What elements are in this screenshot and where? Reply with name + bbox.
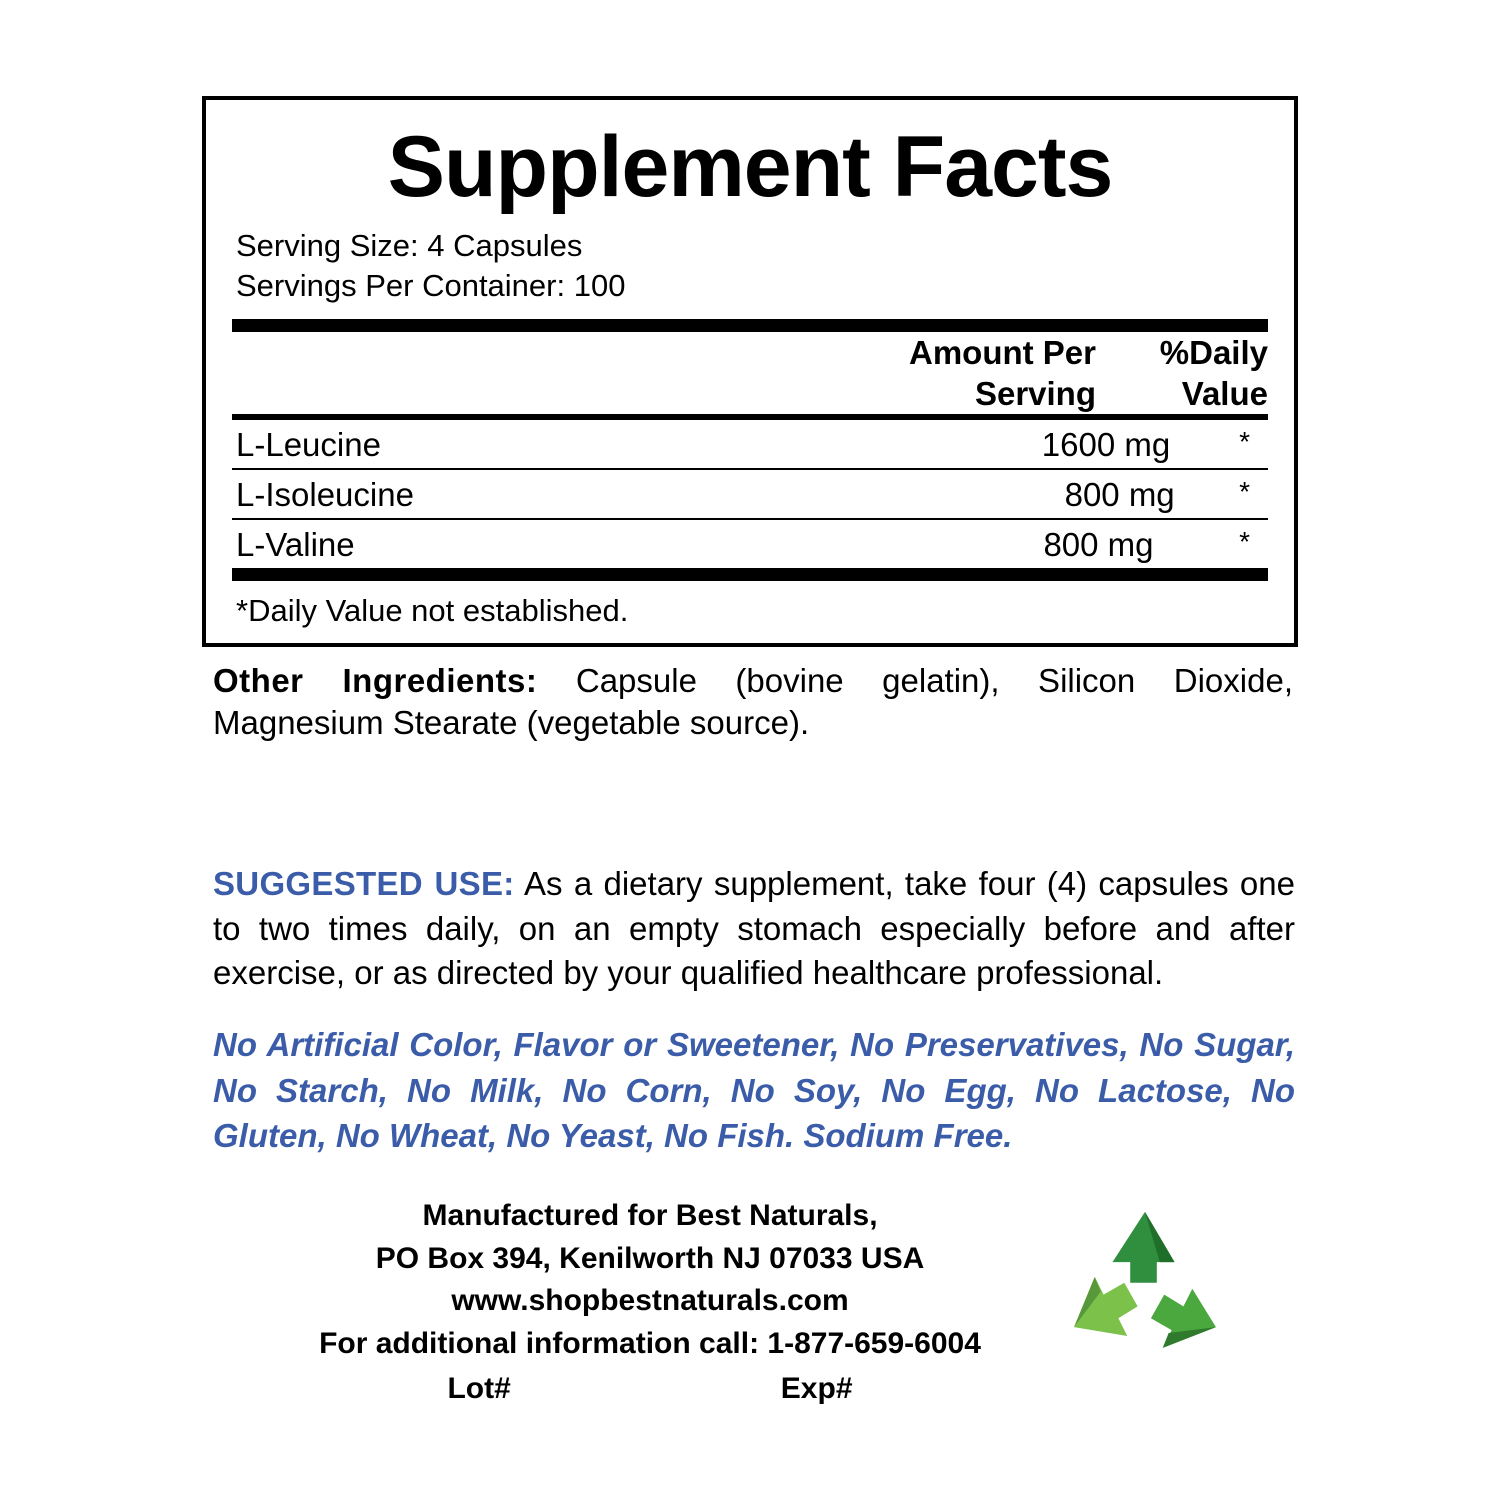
other-ingredients bbox=[213, 660, 1293, 744]
header-amount-line1: Amount Per bbox=[908, 333, 1096, 371]
nutrient-rows bbox=[232, 470, 1268, 518]
daily-value-footnote: *Daily Value not established. bbox=[236, 593, 629, 629]
nutrient-amount: 800 mg bbox=[1043, 526, 1154, 564]
nutrient-rows bbox=[232, 420, 1268, 468]
lot-exp-row bbox=[250, 1372, 1050, 1406]
nutrient-amount: 1600 mg bbox=[1041, 426, 1171, 464]
header-dv-line2: Value bbox=[1181, 374, 1268, 412]
table-row bbox=[232, 420, 1268, 468]
nutrient-name: L-Valine bbox=[236, 526, 355, 564]
nutrient-name: L-Isoleucine bbox=[236, 476, 414, 514]
manufacturer-phone: For additional information call: 1-877-659-6004 bbox=[319, 1326, 981, 1360]
supplement-facts-title: Supplement Facts bbox=[387, 119, 1113, 215]
other-ingredients-text: Capsule (bovine gelatin), Silicon Dioxide, Magnesium Stearate (vegetable source). bbox=[213, 662, 1293, 742]
nutrient-name: L-Leucine bbox=[236, 426, 381, 464]
exp-date-label: Exp# bbox=[780, 1372, 853, 1405]
nutrition-table bbox=[232, 332, 1268, 415]
other-ingredients-label: Other Ingredients: bbox=[213, 662, 538, 699]
manufacturer-block bbox=[250, 1195, 1050, 1365]
table-row bbox=[232, 520, 1268, 568]
divider-thick-top bbox=[232, 319, 1268, 332]
table-header-row bbox=[232, 332, 1268, 415]
nutrient-daily-value: * bbox=[1239, 426, 1250, 458]
supplement-facts-panel bbox=[202, 96, 1298, 647]
table-row bbox=[232, 470, 1268, 518]
header-amount-per-serving bbox=[866, 332, 1096, 415]
recycle-icon bbox=[1055, 1200, 1235, 1370]
free-from-claims: No Artificial Color, Flavor or Sweetener, No Preservatives, No Sugar, No Starch, No Milk, No Corn, No Soy, No Egg, No Lactose, No Gluten, No Wheat, No Yeast, No Fish. Sodium Free. bbox=[213, 1026, 1295, 1155]
header-spacer bbox=[232, 332, 866, 415]
suggested-use-label: SUGGESTED USE: bbox=[213, 865, 515, 902]
nutrient-amount: 800 mg bbox=[1064, 476, 1175, 514]
header-daily-value bbox=[1096, 332, 1268, 415]
lot-number-label: Lot# bbox=[447, 1372, 511, 1405]
manufacturer-name: Manufactured for Best Naturals, bbox=[422, 1199, 878, 1232]
nutrient-daily-value: * bbox=[1239, 526, 1250, 558]
nutrient-rows bbox=[232, 520, 1268, 568]
servings-per-container: Servings Per Container: 100 bbox=[236, 268, 626, 304]
nutrient-daily-value: * bbox=[1239, 476, 1250, 508]
serving-size: Serving Size: 4 Capsules bbox=[236, 228, 583, 263]
divider-thick-bottom bbox=[232, 568, 1268, 581]
header-dv-line1: %Daily bbox=[1159, 333, 1268, 371]
header-amount-line2: Serving bbox=[974, 374, 1096, 412]
suggested-use-text: As a dietary supplement, take four (4) capsules one to two times daily, on an empty stomach especially before and after exercise, or as directed by your qualified healthcare professional. bbox=[213, 865, 1295, 992]
manufacturer-website[interactable]: www.shopbestnaturals.com bbox=[451, 1284, 849, 1318]
manufacturer-address: PO Box 394, Kenilworth NJ 07033 USA bbox=[375, 1241, 925, 1275]
suggested-use bbox=[213, 862, 1295, 996]
